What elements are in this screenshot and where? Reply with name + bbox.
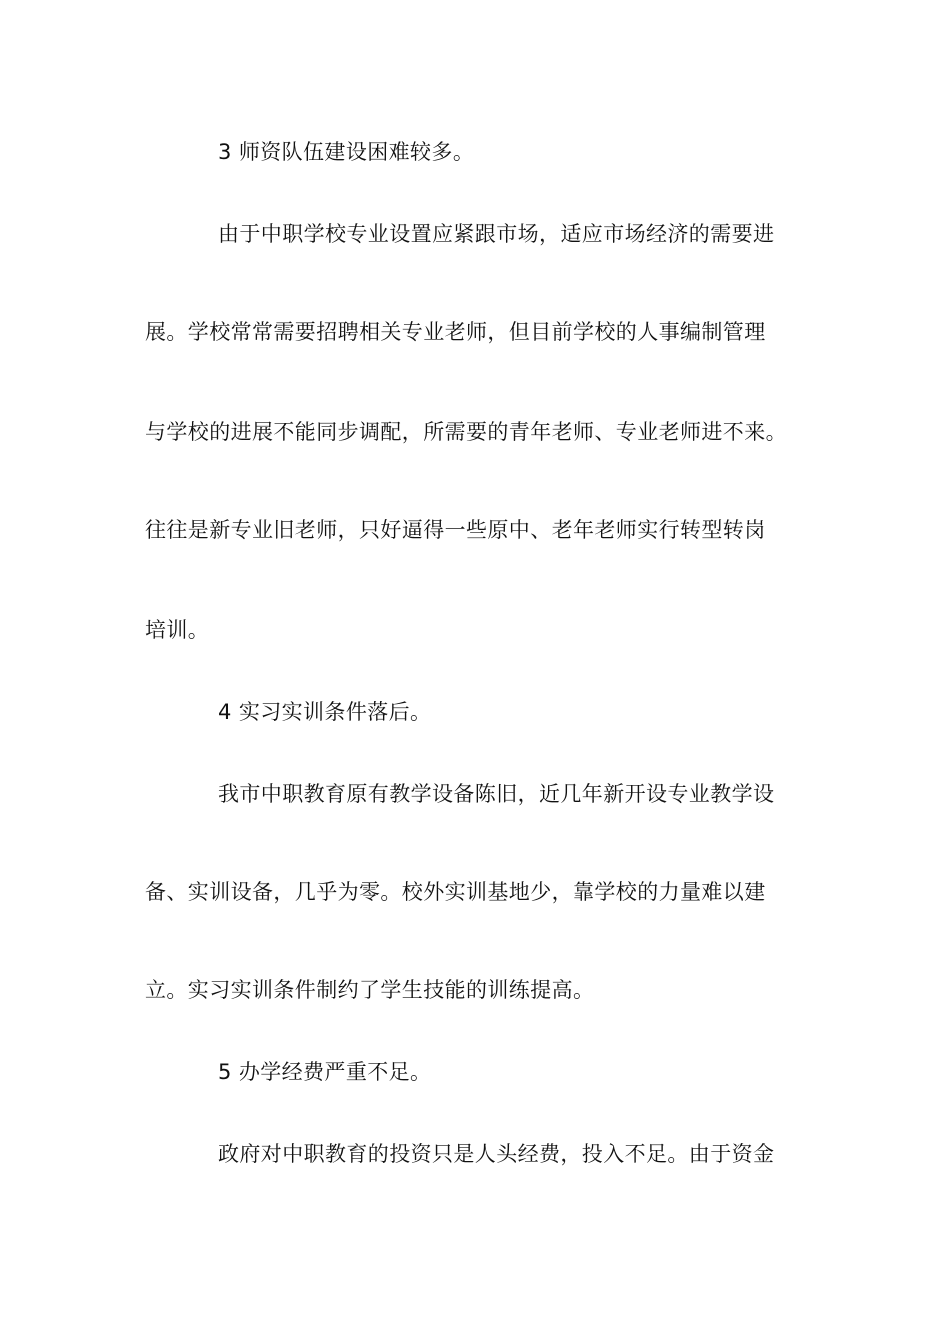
paragraph-line: 往往是新专业旧老师，只好逼得一些原中、老年老师实行转型转岗	[145, 518, 766, 542]
paragraph-line: 与学校的进展不能同步调配，所需要的青年老师、专业老师进不来。	[145, 420, 787, 444]
heading-teacher-team: 3 师资队伍建设困难较多。	[218, 140, 475, 164]
heading-training-conditions: 4 实习实训条件落后。	[218, 700, 432, 724]
heading-funding: 5 办学经费严重不足。	[218, 1060, 432, 1084]
paragraph-line: 我市中职教育原有教学设备陈旧，近几年新开设专业教学设	[218, 782, 775, 806]
paragraph-line: 备、实训设备，几乎为零。校外实训基地少，靠学校的力量难以建	[145, 880, 766, 904]
paragraph-line: 立。实习实训条件制约了学生技能的训练提高。	[145, 978, 595, 1002]
paragraph-line: 展。学校常常需要招聘相关专业老师，但目前学校的人事编制管理	[145, 320, 766, 344]
paragraph-line: 培训。	[145, 618, 210, 642]
paragraph-line: 由于中职学校专业设置应紧跟市场，适应市场经济的需要进	[218, 222, 775, 246]
paragraph-line: 政府对中职教育的投资只是人头经费，投入不足。由于资金	[218, 1142, 775, 1166]
